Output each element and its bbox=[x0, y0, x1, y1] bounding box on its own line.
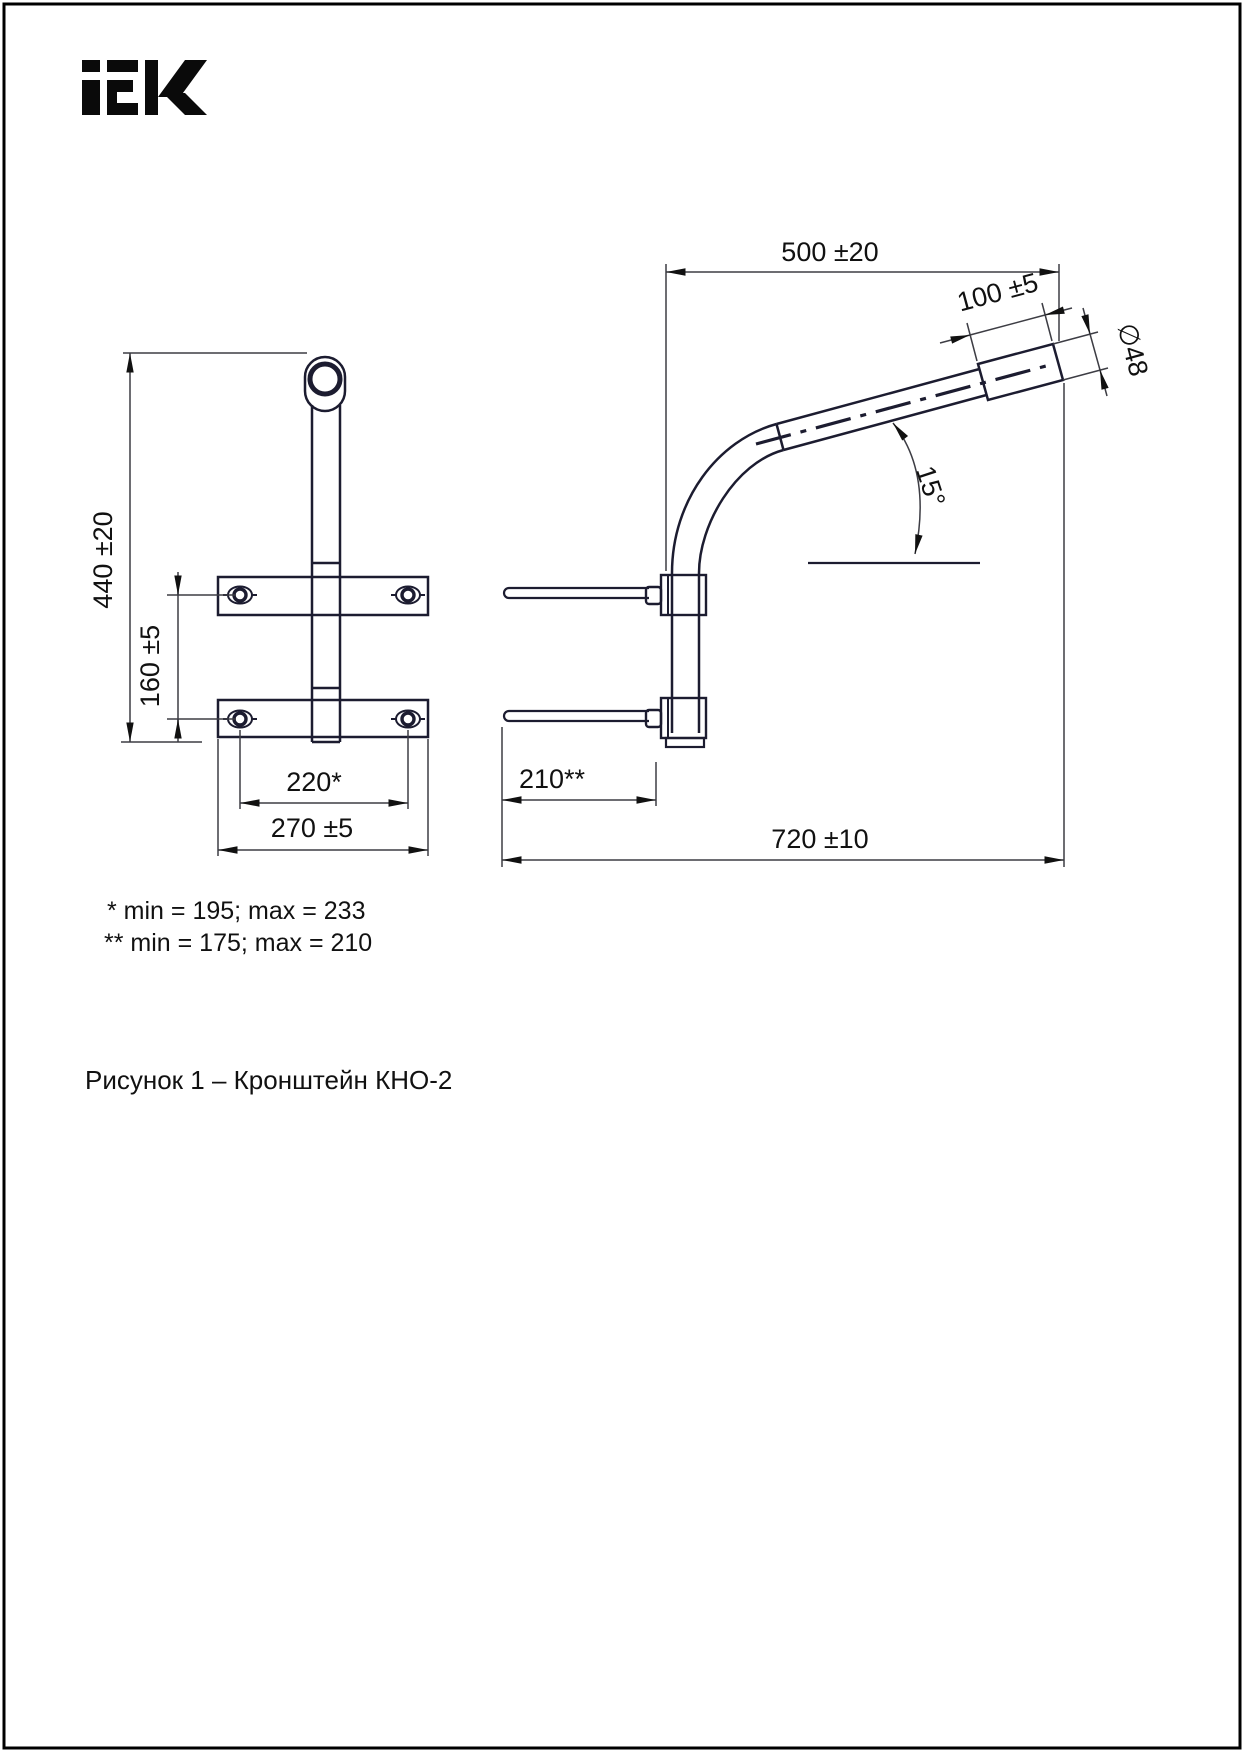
figure-caption: Рисунок 1 – Кронштейн КНО-2 bbox=[85, 1065, 453, 1095]
dim-plate-width: 270 ±5 bbox=[270, 813, 354, 843]
logo-e-mid bbox=[107, 80, 133, 92]
dim-tip-section-length: 100 ±5 bbox=[953, 267, 1042, 318]
lower-bolt-head bbox=[646, 710, 661, 727]
dim-horizontal-reach: 500 ±20 bbox=[781, 237, 879, 267]
logo-e-bottom bbox=[107, 103, 138, 115]
bolt-upper-right bbox=[391, 587, 425, 604]
dim-tip-diameter: ∅48 bbox=[1111, 319, 1155, 380]
logo-k-upper-arm bbox=[158, 60, 207, 97]
side-view bbox=[504, 344, 1063, 747]
logo-i-dot bbox=[82, 60, 100, 72]
dim-bolt-horizontal-spacing: 220* bbox=[286, 767, 342, 797]
footnote-1: * min = 195; max = 233 bbox=[107, 897, 366, 925]
dim-stud-length: 210** bbox=[518, 764, 586, 794]
tube-lower-edge bbox=[784, 395, 987, 450]
bend-inner-curve bbox=[699, 450, 784, 573]
footnote-2: ** min = 175; max = 210 bbox=[104, 929, 373, 957]
front-view-dimensions bbox=[88, 353, 428, 856]
dim-overall-depth: 720 ±10 bbox=[771, 824, 869, 854]
side-view-dimensions bbox=[502, 237, 1154, 867]
tube-upper-edge bbox=[777, 369, 980, 424]
dim-height: 440 ±20 bbox=[88, 511, 118, 609]
lower-clamp bbox=[504, 698, 706, 747]
logo-k-stem bbox=[145, 60, 158, 115]
dim-bolt-vertical-spacing: 160 ±5 bbox=[135, 624, 165, 708]
upper-bolt-head bbox=[646, 587, 661, 604]
pipe-opening-bore bbox=[310, 364, 340, 394]
lower-stud bbox=[504, 711, 649, 721]
tube-centerline bbox=[756, 366, 1046, 444]
logo-i-stem bbox=[82, 80, 100, 115]
page-border bbox=[4, 4, 1240, 1748]
front-view bbox=[218, 357, 428, 742]
logo-k-lower-arm bbox=[163, 93, 207, 115]
logo-e-top bbox=[107, 60, 138, 72]
dim-tilt-angle: 15° bbox=[909, 462, 952, 511]
upper-stud bbox=[504, 588, 649, 598]
iek-logo bbox=[82, 60, 207, 115]
upper-clamp bbox=[504, 575, 706, 615]
bolt-lower-right bbox=[391, 711, 425, 728]
lower-plate-edge bbox=[666, 738, 704, 747]
